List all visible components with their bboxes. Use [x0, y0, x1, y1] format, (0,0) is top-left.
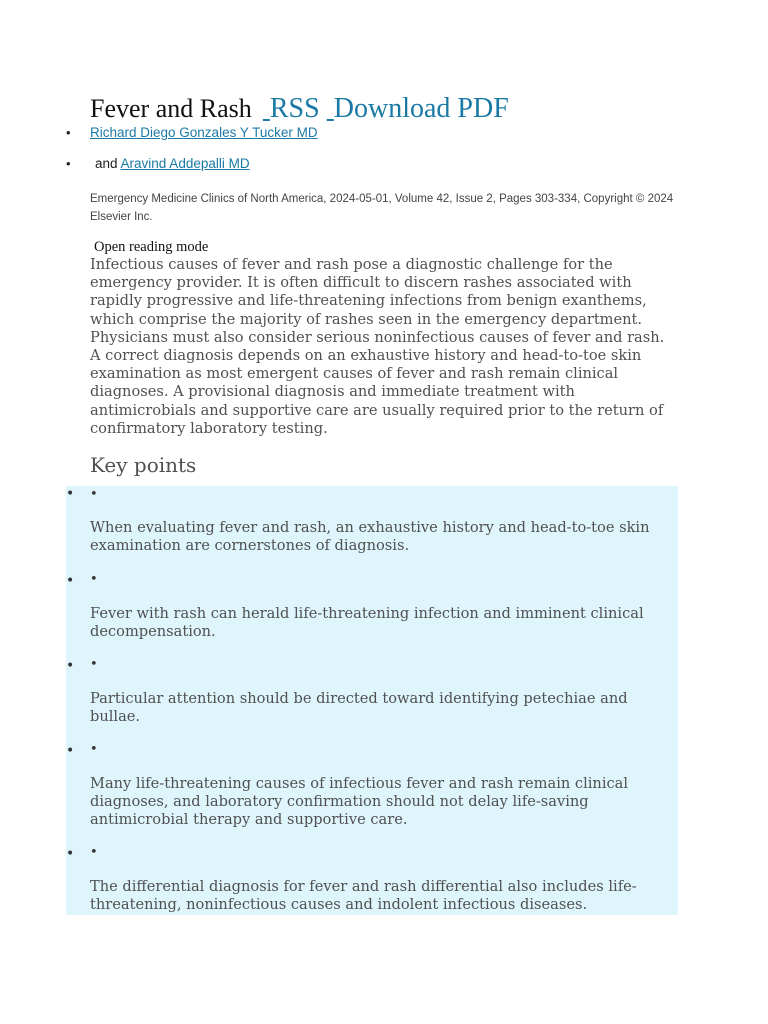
bullet-icon: • — [66, 846, 75, 862]
bullet-icon: • — [90, 487, 98, 502]
author-link[interactable]: Richard Diego Gonzales Y Tucker MD — [90, 125, 318, 140]
citation: Emergency Medicine Clinics of North America, 2024-05-01, Volume 42, Issue 2, Pages 303-334, Copyright © 2024 Elsevier Inc. — [90, 193, 674, 223]
bullet-icon: • — [66, 573, 75, 589]
key-point-text: Particular attention should be directed toward identifying petechiae and bullae. — [90, 690, 628, 726]
abstract: Infectious causes of fever and rash pose a diagnostic challenge for the emergency provider. It is often difficult to discern rashes associated with rapidly progressive and life-threatening infections from benign exanthems, which comprise the majority of rashes seen in the emergency department. Physicians must also consider serious noninfectious causes of fever and rash. A correct diagnosis depends on an exhaustive history and head-to-toe skin examination as most emergent causes of fever and rash remain clinical diagnoses. A provisional diagnosis and immediate treatment with antimicrobials and supportive care are usually required prior to the return of confirmatory laboratory testing. — [90, 256, 665, 437]
key-points-heading: Key points — [90, 453, 197, 477]
bullet-icon: • — [90, 657, 98, 672]
bullet-icon: • — [66, 658, 75, 674]
key-point-item — [66, 641, 678, 726]
rss-link[interactable] — [263, 93, 320, 124]
bullet-icon: • — [90, 572, 98, 587]
bullet-icon: • — [66, 486, 75, 502]
bullet-icon: • — [90, 742, 98, 757]
bullet-icon: • — [66, 743, 75, 759]
key-point-text: When evaluating fever and rash, an exhaustive history and head-to-toe skin examination are cornerstones of diagnosis. — [90, 519, 650, 555]
title-row — [90, 93, 509, 125]
key-points-list — [66, 486, 678, 915]
author-link[interactable]: Aravind Addepalli MD — [120, 156, 250, 171]
download-pdf-link[interactable] — [327, 93, 509, 124]
key-point-item — [66, 829, 678, 915]
download-pdf-label: Download PDF — [333, 93, 509, 124]
key-point-text: Many life-threatening causes of infectious fever and rash remain clinical diagnoses, and laboratory confirmation should not delay life-saving antimicrobial therapy and supportive care. — [90, 775, 629, 829]
key-point-item — [66, 486, 678, 555]
key-point-text: The differential diagnosis for fever and rash differential also includes life-threatening, noninfectious causes and indolent infectious diseases. — [90, 878, 637, 914]
author-conjunction: and — [95, 156, 118, 171]
key-point-item — [66, 555, 678, 641]
bullet-icon: • — [66, 156, 71, 171]
key-point-text: Fever with rash can herald life-threatening infection and imminent clinical decompensation. — [90, 605, 644, 641]
bullet-icon: • — [66, 125, 71, 140]
open-reading-mode-button[interactable]: Open reading mode — [94, 239, 209, 255]
bullet-icon: • — [90, 845, 98, 860]
rss-label: RSS — [269, 93, 320, 124]
key-point-item — [66, 726, 678, 829]
article-title: Fever and Rash — [90, 94, 252, 123]
